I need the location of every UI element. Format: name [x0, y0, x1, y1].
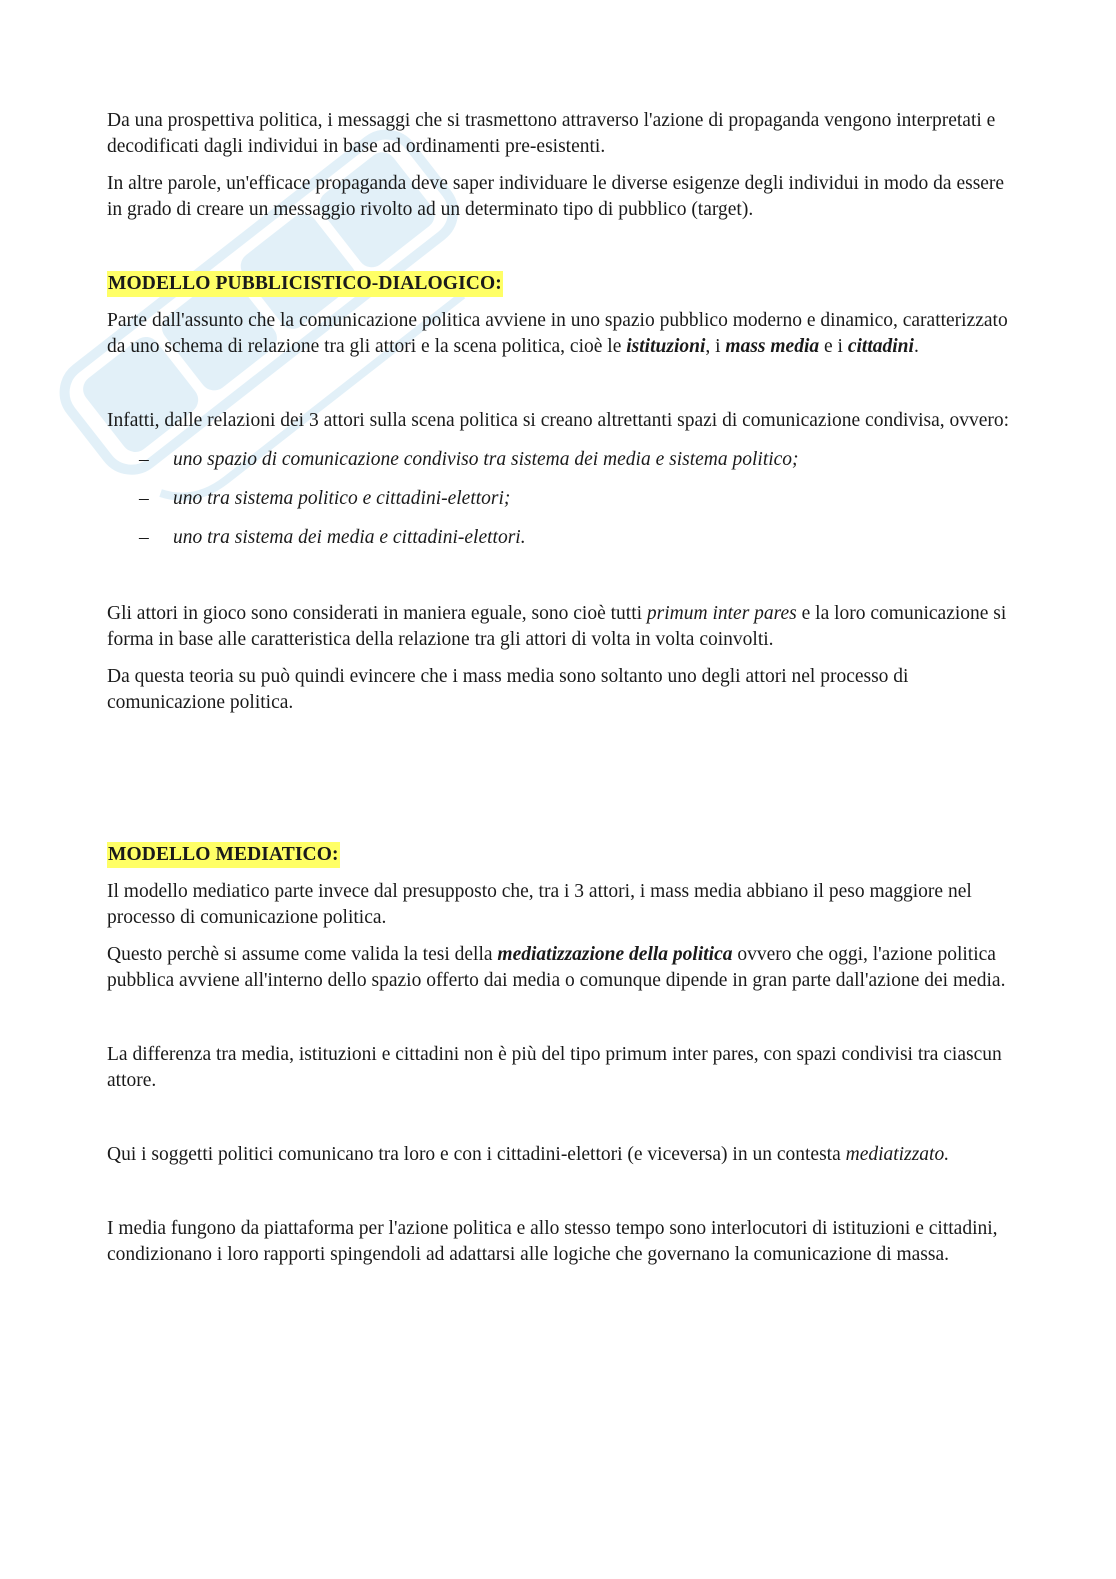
section2-p2-text: Questo perchè si assume come valida la tesi della [107, 944, 498, 965]
list-item-text: uno spazio di comunicazione condiviso tra sistema dei media e sistema politico; [173, 449, 799, 470]
list-item [107, 525, 1012, 551]
list-item [107, 447, 1012, 473]
document-page [107, 108, 1012, 1268]
section1-p3-text: Gli attori in gioco sono considerati in maniera eguale, sono cioè tutti [107, 603, 647, 624]
term-mediatizzazione: mediatizzazione della politica [497, 944, 733, 965]
dash-marker: – [139, 449, 149, 470]
term-primum-inter-pares: primum inter pares [646, 603, 797, 624]
section1-paragraph-1 [107, 308, 1012, 360]
section2-paragraph-1: Il modello mediatico parte invece dal presupposto che, tra i 3 attori, i mass media abbiano il peso maggiore nel processo di comunicazione politica. [107, 881, 972, 928]
section2-paragraph-5: I media fungono da piattaforma per l'azione politica e allo stesso tempo sono interlocutori di istituzioni e cittadini, condizionano i loro rapporti spingendoli ad adattarsi alle logiche che governano la comunicazione di massa. [107, 1218, 998, 1265]
section-pubblicistico [107, 271, 1012, 716]
list-item [107, 486, 1012, 512]
section1-p1-end: . [913, 336, 919, 357]
section2-paragraph-3: La differenza tra media, istituzioni e cittadini non è più del tipo primum inter pares, con spazi condivisi tra ciascun attore. [107, 1044, 1002, 1091]
intro-paragraph-2: In altre parole, un'efficace propaganda deve saper individuare le diverse esigenze degli individui in modo da essere in grado di creare un messaggio rivolto ad un determinato tipo di pubblico (target). [107, 173, 1005, 220]
section1-p3-text-after: e la loro comunicazione si forma in base alle caratteristica della relazione tra gli attori di volta in volta coinvolti. [107, 603, 1007, 650]
section-mediatico [107, 842, 1012, 1268]
section1-paragraph-4: Da questa teoria su può quindi evincere che i mass media sono soltanto uno degli attori nel processo di comunicazione politica. [107, 666, 909, 713]
section-heading-pubblicistico: MODELLO PUBBLICISTICO-DIALOGICO: [107, 271, 503, 297]
intro-paragraph-1: Da una prospettiva politica, i messaggi che si trasmettono attraverso l'azione di propaganda vengono interpretati e decodificati dagli individui in base ad ordinamenti pre-esistenti. [107, 110, 996, 157]
dash-marker: – [139, 527, 149, 548]
section1-p1-sep1: , i [705, 336, 726, 357]
section2-paragraph-2 [107, 942, 1012, 994]
section2-p2-text-after: ovvero che oggi, l'azione politica pubblica avviene all'interno dello spazio offerto dai media o comunque dipende in gran parte dall'azione dei media. [107, 944, 1006, 991]
list-item-text: uno tra sistema dei media e cittadini-elettori. [173, 527, 526, 548]
section2-paragraph-4 [107, 1142, 1012, 1168]
list-item-text: uno tra sistema politico e cittadini-elettori; [173, 488, 511, 509]
section-heading-mediatico: MODELLO MEDIATICO: [107, 842, 340, 868]
section1-p1-text: Parte dall'assunto che la comunicazione politica avviene in uno spazio pubblico moderno e dinamico, caratterizzato da uno schema di relazione tra gli attori e la scena politica, cioè le [107, 310, 1008, 357]
section1-paragraph-3 [107, 601, 1012, 653]
term-mediatizzato: mediatizzato. [845, 1144, 950, 1165]
section1-p1-sep2: e i [819, 336, 848, 357]
term-cittadini: cittadini [847, 336, 914, 357]
shared-spaces-list [107, 447, 1012, 551]
section2-p4-text: Qui i soggetti politici comunicano tra loro e con i cittadini-elettori (e viceversa) in un contesta [107, 1144, 846, 1165]
section1-paragraph-2: Infatti, dalle relazioni dei 3 attori sulla scena politica si creano altrettanti spazi di comunicazione condivisa, ovvero: [107, 410, 1010, 431]
term-mass-media: mass media [725, 336, 820, 357]
term-istituzioni: istituzioni [626, 336, 706, 357]
dash-marker: – [139, 488, 149, 509]
